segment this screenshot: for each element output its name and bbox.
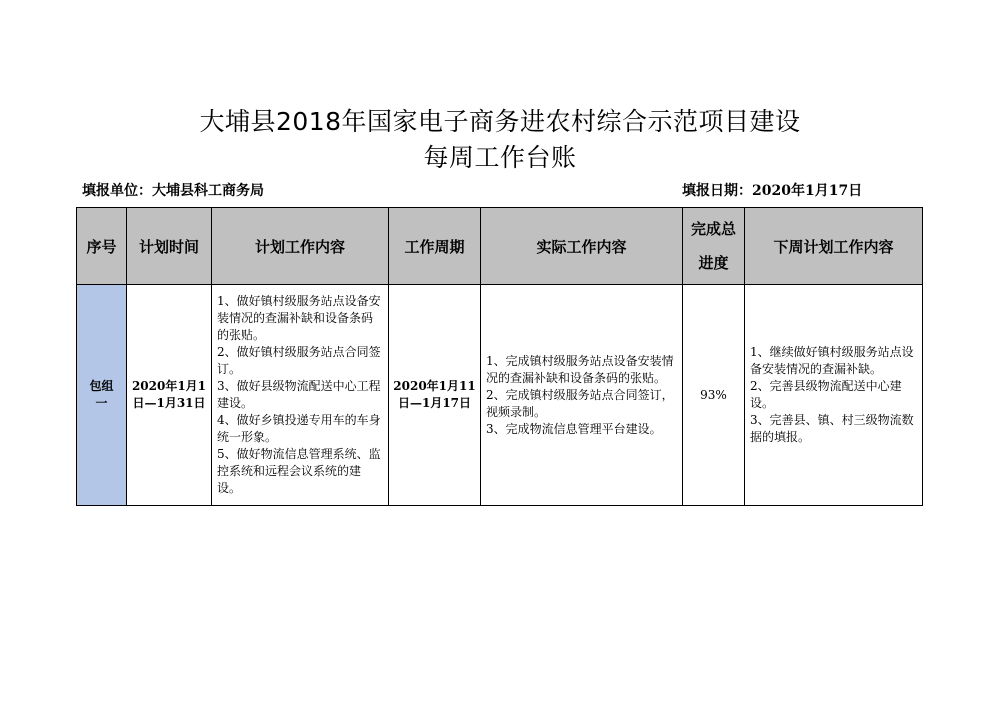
header-work-period: 工作周期 [389,208,481,285]
header-progress [683,208,745,285]
plan-content-cell [212,285,389,506]
weekly-ledger-table [76,207,923,506]
next-item: 2、完善县级物流配送中心建设。 [750,379,902,410]
reporting-unit: 填报单位：大埔县科工商务局 [82,183,264,199]
plan-item: 2、做好镇村级服务站点合同签订。 [217,345,381,376]
next-week-cell [745,285,923,506]
header-actual-content: 实际工作内容 [481,208,683,285]
table-row [77,285,923,506]
header-progress-line2: 进度 [698,254,729,272]
actual-item: 3、完成物流信息管理平台建设。 [486,421,662,436]
work-period-cell: 2020年1月11日—1月17日 [389,285,481,506]
plan-item: 5、做好物流信息管理系统、监控系统和远程会议系统的建设。 [217,447,381,495]
document-subtitle: 每周工作台账 [423,143,577,172]
header-seq: 序号 [77,208,127,285]
plan-item: 3、做好县级物流配送中心工程建设。 [217,379,381,410]
group-cell [77,285,127,506]
group-label-line2: 一 [95,396,108,410]
header-plan-content: 计划工作内容 [212,208,389,285]
document-title: 大埔县2018年国家电子商务进农村综合示范项目建设 [199,107,801,136]
header-plan-time: 计划时间 [127,208,212,285]
plan-item: 4、做好乡镇投递专用车的车身统一形象。 [217,413,381,444]
plan-time-cell: 2020年1月1日—1月31日 [127,285,212,506]
group-label-line1: 包组 [89,379,114,393]
header-row [77,208,923,285]
plan-item: 1、做好镇村级服务站点设备安装情况的查漏补缺和设备条码的张贴。 [217,294,381,342]
next-item: 1、继续做好镇村级服务站点设备安装情况的查漏补缺。 [750,345,914,376]
header-progress-line1: 完成总 [690,220,736,238]
actual-item: 2、完成镇村级服务站点合同签订，视频录制。 [486,387,674,419]
reporting-date: 填报日期：2020年1月17日 [682,183,863,199]
progress-cell: 93% [683,285,745,506]
header-next-week: 下周计划工作内容 [745,208,923,285]
actual-item: 1、完成镇村级服务站点设备安装情况的查漏补缺和设备条码的张贴。 [486,353,674,385]
next-item: 3、完善县、镇、村三级物流数据的填报。 [750,413,914,444]
actual-content-cell [481,285,683,506]
